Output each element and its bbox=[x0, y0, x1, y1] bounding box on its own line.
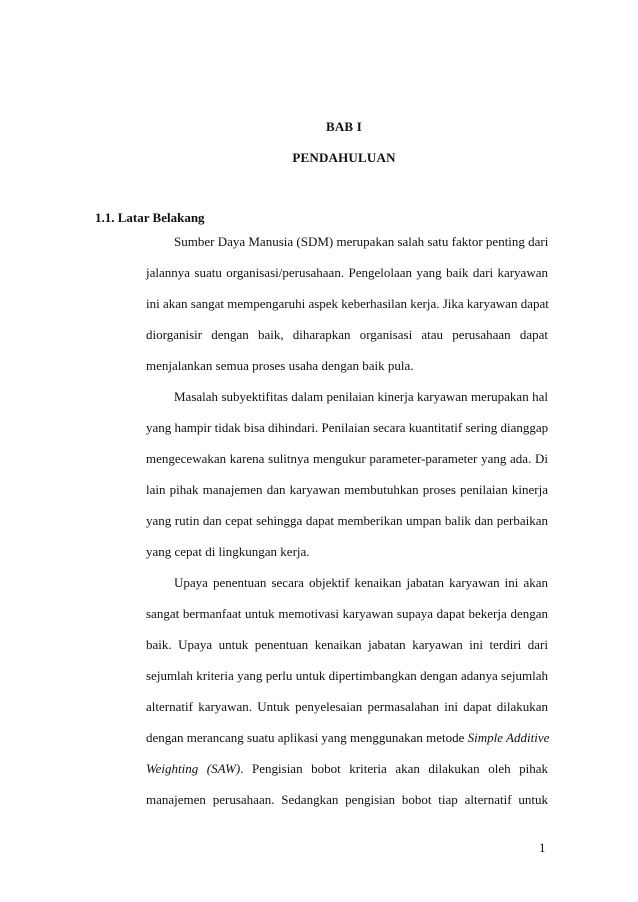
page-number: 1 bbox=[539, 840, 546, 855]
chapter-title: PENDAHULUAN bbox=[292, 150, 396, 165]
paragraph-2-line-5: yang rutin dan cepat sehingga dapat memberikan umpan balik dan perbaikan bbox=[146, 513, 548, 528]
italic-term: Simple Additive bbox=[467, 730, 550, 745]
chapter-number: BAB I bbox=[325, 119, 363, 134]
paragraph-3-line-8: manajemen perusahaan. Sedangkan pengisian bobot tiap alternatif untuk bbox=[146, 792, 548, 807]
paragraph-2-line-1: Masalah subyektifitas dalam penilaian kinerja karyawan merupakan hal bbox=[174, 389, 548, 404]
paragraph-3-line-3: baik. Upaya untuk penentuan kenaikan jabatan karyawan ini terdiri dari bbox=[146, 637, 548, 652]
paragraph-3-line-7 bbox=[146, 760, 548, 778]
paragraph-3-line-4: sejumlah kriteria yang perlu untuk dipertimbangkan dengan adanya sejumlah bbox=[146, 668, 548, 683]
paragraph-1-line-2: jalannya suatu organisasi/perusahaan. Pengelolaan yang baik dari karyawan bbox=[146, 265, 548, 280]
line-text: . Pengisian bobot kriteria akan dilakukan oleh pihak bbox=[240, 761, 549, 776]
paragraph-3-line-5: alternatif karyawan. Untuk penyelesaian permasalahan ini dapat dilakukan bbox=[146, 699, 548, 714]
paragraph-2-line-6: yang cepat di lingkungan kerja. bbox=[146, 544, 310, 559]
italic-term: Weighting (SAW) bbox=[146, 761, 241, 776]
paragraph-2-line-4: lain pihak manajemen dan karyawan membutuhkan proses penilaian kinerja bbox=[146, 482, 548, 497]
section-heading: 1.1. Latar Belakang bbox=[95, 210, 205, 225]
paragraph-1-line-4: diorganisir dengan baik, diharapkan organisasi atau perusahaan dapat bbox=[146, 327, 548, 342]
line-text: dengan merancang suatu aplikasi yang menggunakan metode bbox=[146, 730, 465, 745]
paragraph-1-line-1: Sumber Daya Manusia (SDM) merupakan salah satu faktor penting dari bbox=[174, 234, 549, 249]
paragraph-1-line-3: ini akan sangat mempengaruhi aspek keberhasilan kerja. Jika karyawan dapat bbox=[146, 296, 549, 311]
paragraph-3-line-6 bbox=[146, 729, 548, 747]
paragraph-2-line-3: mengecewakan karena sulitnya mengukur parameter-parameter yang ada. Di bbox=[146, 451, 548, 466]
paragraph-3-line-2: sangat bermanfaat untuk memotivasi karyawan supaya dapat bekerja dengan bbox=[146, 606, 548, 621]
paragraph-1-line-5: menjalankan semua proses usaha dengan baik pula. bbox=[146, 358, 414, 373]
paragraph-2-line-2: yang hampir tidak bisa dihindari. Penilaian secara kuantitatif sering dianggap bbox=[146, 420, 549, 435]
paragraph-3-line-1: Upaya penentuan secara objektif kenaikan jabatan karyawan ini akan bbox=[174, 575, 548, 590]
